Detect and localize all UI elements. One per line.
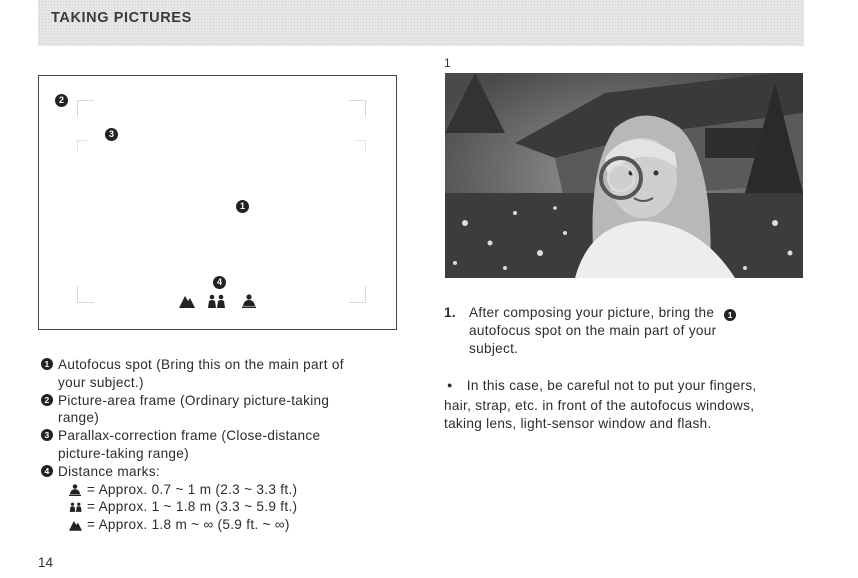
caution-line: hair, strap, etc. in front of the autofocus windows, — [444, 397, 755, 413]
legend-marker: 4 — [41, 465, 53, 477]
legend-text: range) — [58, 410, 100, 426]
page-title: TAKING PICTURES — [51, 10, 192, 26]
photo-girl-in-meadow — [445, 73, 803, 278]
mountain-icon — [179, 294, 195, 308]
legend-marker: 2 — [41, 394, 53, 406]
caution-line — [444, 377, 844, 397]
distance-text: = Approx. 1.8 m ~ ∞ (5.9 ft. ~ ∞) — [87, 517, 290, 533]
parallax-marker: 3 — [105, 128, 118, 141]
mountain-icon — [69, 519, 82, 531]
single-person-icon — [242, 294, 256, 308]
legend-item-parallax-frame — [38, 427, 418, 463]
step-text-line: autofocus spot on the main part of your — [469, 322, 717, 338]
distance-row-two-persons — [38, 498, 418, 516]
frame-corner — [349, 100, 366, 117]
instruction-step-1 — [444, 304, 824, 357]
frame-corner — [77, 100, 94, 117]
distance-marker: 4 — [213, 276, 226, 289]
bullet-icon: ● — [447, 380, 453, 390]
step-number: 1. — [444, 305, 456, 320]
distance-row-mountain — [38, 516, 418, 534]
distance-row-single-person — [38, 481, 418, 499]
parallax-corner — [355, 140, 366, 151]
step-text-line — [469, 304, 824, 322]
legend-item-af-spot — [38, 356, 418, 392]
frame-marker: 2 — [55, 94, 68, 107]
legend-text: Parallax-correction frame (Close-distance — [58, 428, 321, 444]
frame-corner — [77, 286, 94, 303]
legend-text: Autofocus spot (Bring this on the main part of — [58, 357, 344, 372]
section-header — [38, 0, 804, 46]
photo-image — [445, 73, 803, 278]
af-spot-marker: 1 — [724, 309, 736, 321]
distance-text: = Approx. 0.7 ~ 1 m (2.3 ~ 3.3 ft.) — [87, 481, 298, 497]
two-persons-icon — [207, 294, 227, 308]
two-persons-icon — [69, 501, 83, 513]
step-text-line: subject. — [469, 340, 519, 356]
caution-text: In this case, be careful not to put your fingers, — [466, 378, 757, 393]
distance-text: = Approx. 1 ~ 1.8 m (3.3 ~ 5.9 ft.) — [87, 499, 298, 515]
parallax-corner — [77, 140, 88, 151]
caution-note — [444, 377, 844, 432]
photo-label: 1 — [444, 56, 451, 70]
legend-marker: 1 — [41, 358, 53, 370]
single-person-icon — [69, 484, 81, 496]
legend-text: Distance marks: — [58, 463, 160, 479]
legend — [38, 356, 418, 534]
legend-item-picture-frame — [38, 392, 418, 428]
frame-corner — [349, 286, 366, 303]
legend-text: your subject.) — [58, 374, 144, 390]
af-spot-marker: 1 — [236, 200, 249, 213]
viewfinder-diagram — [38, 75, 397, 330]
page-number: 14 — [38, 555, 54, 570]
legend-text: picture-taking range) — [58, 445, 189, 461]
caution-line: taking lens, light-sensor window and flash. — [444, 415, 712, 431]
step-text: After composing your picture, bring the — [469, 305, 715, 320]
legend-marker: 3 — [41, 429, 53, 441]
legend-text: Picture-area frame (Ordinary picture-taking — [58, 392, 330, 408]
legend-item-distance-marks — [38, 463, 418, 481]
